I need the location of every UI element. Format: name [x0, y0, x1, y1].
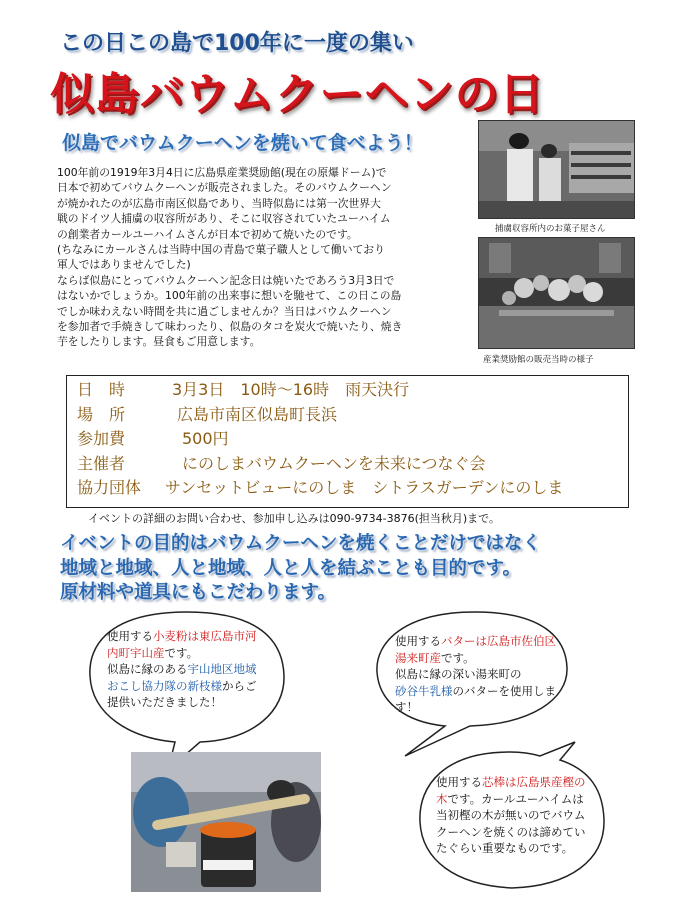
photo-caption: 捕虜収容所内のお菓子屋さん	[495, 224, 606, 234]
host-label: 主催者	[77, 453, 126, 473]
fee-label: 参加費	[77, 429, 126, 448]
bubble-text-part: です。	[441, 650, 475, 665]
intro-line: が焼かれたのが広島市南区似島であり、当時似島には第一次世界大	[57, 196, 381, 210]
contact-text: イベントの詳細のお問い合わせ、参加申し込みは090-9734-3876(担当秋月)まで。	[88, 512, 500, 525]
baking-fire-photo	[131, 752, 321, 892]
bubble-text-highlight: 宇山地区地域おこし協力隊の新枝様	[107, 662, 257, 693]
bubble-stick-text	[436, 774, 591, 857]
bubble-flour-text	[107, 628, 267, 711]
intro-line: 芋をしたりします。昼食もご用意します。	[57, 335, 261, 349]
subtitle: 似島でバウムクーヘンを焼いて食べよう！	[62, 132, 423, 154]
intro-line: でしか味わえない時間を共に過ごしませんか？当日はバウムクーヘン	[57, 304, 392, 318]
intro-line: はないかでしょうか。100年前の出来事に想いを馳せて、この日この島	[57, 289, 402, 303]
bubble-text-highlight: バターは広島市佐伯区湯来町産	[395, 634, 556, 665]
bubble-text-highlight: 砂谷牛乳様	[395, 683, 453, 698]
date-value: 3月3日 10時～16時 雨天決行	[172, 380, 410, 399]
bubble-text-highlight: 小麦粉は東広島市河内町宇山産	[107, 629, 257, 660]
bubble-butter-text	[395, 633, 565, 716]
purpose-line: イベントの目的はバウムクーヘンを焼くことだけではなく	[60, 533, 541, 554]
host-value: にのしまバウムクーヘンを未来につなぐ会	[182, 453, 486, 473]
bubble-text-part: 使用する	[107, 629, 153, 643]
intro-line: 軍人ではありませんでした)	[57, 258, 191, 272]
coop-label: 協力団体	[77, 478, 142, 497]
intro-line: 日本で初めてバウムクーヘンが販売されました。そのバウムクーヘン	[57, 181, 392, 195]
photo-caption: 産業奨励館の販売当時の様子	[483, 355, 594, 365]
bubble-text-part: です。カールユーハイムは当初樫の木が無いのでバウムクーヘンを焼くのは諦めていたぐらい重要なものです。	[436, 791, 586, 855]
bubble-text-part: からご提供いただきました！	[107, 678, 257, 709]
intro-line: (ちなみにカールさんは当時中国の青島で菓子職人として働いており	[57, 243, 385, 257]
fee-value: 500円	[182, 429, 229, 448]
intro-line: の創業者カールユーハイムさんが日本で初めて焼いたのです。	[57, 227, 358, 241]
intro-line: を参加者で手焼きして味わったり、似島のタコを炭火で焼いたり、焼き	[57, 320, 403, 334]
bubble-text-part: です。	[164, 645, 199, 660]
date-label: 日 時	[77, 380, 126, 399]
bubble-text-part: 使用する	[436, 775, 482, 789]
page-title: 似島バウムクーヘンの日	[50, 69, 545, 120]
place-label: 場 所	[77, 404, 126, 424]
purpose-line: 地域と地域、人と地域、人と人を結ぶことも目的です。	[60, 557, 522, 579]
bubble-text-highlight: 芯棒は広島県産樫の木	[436, 775, 586, 806]
tagline: この日この島で100年に一度の集い	[60, 31, 414, 56]
bubble-text-part: 似島に縁の深い湯来町の	[395, 667, 522, 681]
place-value: 広島市南区似島町長浜	[177, 404, 338, 424]
intro-line: 100年前の1919年3月4日に広島県産業奨励館(現在の原爆ドーム)で	[57, 166, 387, 179]
purpose-line: 原材料や道具にもこだわります。	[60, 582, 337, 603]
bubble-text-part: 似島に縁のある	[107, 662, 188, 676]
intro-line: ならば似島にとってバウムクーヘン記念日は焼いたであろう3月3日で	[57, 273, 395, 287]
coop-value: サンセットビューにのしま シトラスガーデンにのしま	[165, 478, 564, 497]
bubble-text-part: 使用する	[395, 634, 441, 648]
intro-line: 戦のドイツ人捕虜の収容所があり、そこに収容されていたユーハイム	[57, 212, 391, 226]
bubble-text-part: のバターを使用します！	[395, 683, 556, 714]
